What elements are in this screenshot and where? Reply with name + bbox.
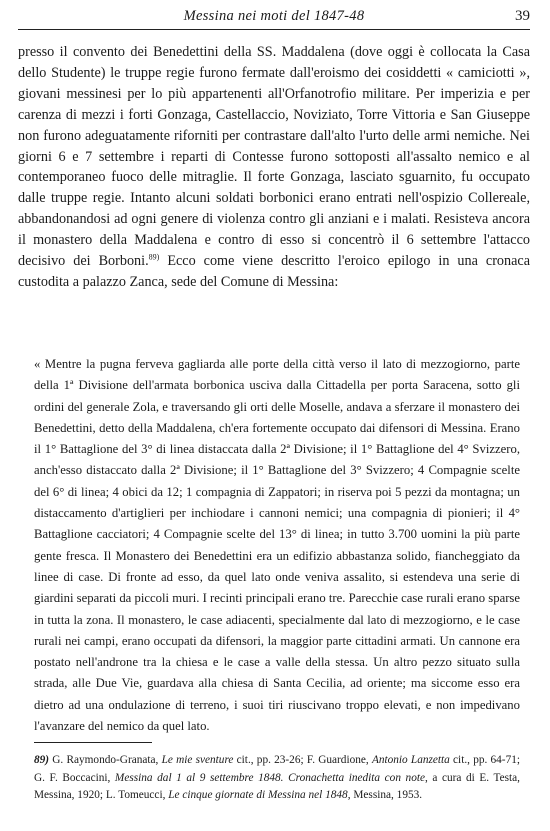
footnote xyxy=(34,752,520,805)
chronicle-quotation: « Mentre la pugna ferveva gagliarda alle porte della città verso il lato di mezzogiorno, parte della 1ª Divisione dell'armata borbonica usciva dalla Cittadella per porta Saracena, sotto gli ordini del generale Zola, e traversando gli orti delle Moselle, andava a sferzare il monastero dei Benedettini, detto della Maddalena, ch'era fortemente occupato dai difensori di Messina. Erano il 1° Battaglione del 3° di linea distaccata dalla 2ª Divisione; il 1° Battaglione del 4° Svizzero, anch'esso distaccato dalla 2ª Divisione; il 1° Battaglione del 3° Svizzero; 4 Compagnie scelte del 6° di linea; 4 obici da 12; 1 compagnia di Zappatori; in riserva poi 5 pezzi da montagna; un distaccamento d'artiglieri per inchiodare i cannoni nemici; una compagnia di pionieri; il 4° Battaglione cacciatori; 4 Compagnie scelte del 13° di linea; in tutto 3.700 uomini la più parte gente fresca. Il Monastero dei Benedettini era un edifizio abbastanza solido, fiancheggiato da linee di case. Di fronte ad esso, da quel lato onde veniva assalito, si estendeva una serie di giardini separati da piccoli muri. I recinti principali erano tre. Parecchie case rurali erano sparse in tutta la zona. Il monastero, le case adiacenti, specialmente dal lato di mezzogiorno, e le case rurali nei campi, erano occupati da difensori, la maggior parte cittadini armati. Un cannone era postato nell'androne tra la chiesa e le case a valle della stessa. Un altro pezzo situato sulla strada, alle Due Vie, guardava alla chiesa di Santa Cecilia, ad oriente; ma siccome esso era dietro ad una ondulazione di terreno, i suoi tiri riuscivano troppo elevati, e non impedivano l'avanzare del nemico da quel lato. xyxy=(34,357,520,734)
footnote-segment: cit., pp. 64-71; G. F. Boccacini, xyxy=(34,754,521,784)
footnote-mark: 89) xyxy=(34,754,50,766)
running-header xyxy=(18,6,530,26)
body-paragraph-end: Ecco come viene descritto l'eroico epilogo in una cronaca custodita a palazzo Zanca, sede del Comune di Messina: xyxy=(18,253,531,290)
running-title: Messina nei moti del 1847-48 xyxy=(183,8,365,24)
footnote-segment: cit., pp. 23-26; F. Guardione, xyxy=(233,754,372,766)
footnote-segment: Le cinque giornate di Messina nel 1848 xyxy=(168,789,348,801)
page-number: 39 xyxy=(515,8,530,24)
footnote-segment: G. Raymondo-Granata, xyxy=(49,754,162,766)
footnote-segment: , Messina, 1953. xyxy=(347,789,423,801)
body-paragraph xyxy=(18,42,530,293)
footnote-segment: , a cura di E. Testa, Messina, 1920; L. Tomeucci, xyxy=(34,771,520,801)
footnote-segment: Le mie sventure xyxy=(161,754,234,766)
footnote-segment: Messina dal 1 al 9 settembre 1848. Cronachetta inedita con note xyxy=(114,771,426,784)
body-paragraph-text: presso il convento dei Benedettini della SS. Maddalena (dove oggi è collocata la Casa dello Studente) le truppe regie furono fermate dall'eroismo dei cosiddetti « camiciotti », giovani messinesi per lo più appartenenti all'Orfanotrofio militare. Per imperizia e per carenza di mezzi i forti Gonzaga, Castellaccio, Noviziato, Torre Vittoria e San Giuseppe non furono adeguatamente riforniti per contrastare dall'alto l'urto delle armi nemiche. Nei giorni 6 e 7 settembre i reparti di Contesse furono sottoposti all'assalto nemico e al contemporaneo fuoco delle mitraglie. Il forte Gonzaga, lasciato sguarnito, fu occupato dalle truppe regie. Intanto alcuni soldati borbonici erano entrati nell'ospizio Collereale, abbandonandosi ad ogni genere di violenza contro gli anziani e i malati. Resisteva ancora il monastero della Maddalena e contro di esso si concentrò il 6 settembre l'attacco decisivo dei Borboni. xyxy=(18,44,530,270)
footnote-rule xyxy=(34,742,152,743)
footnote-text xyxy=(34,754,520,801)
footnote-reference: 89) xyxy=(148,252,160,262)
footnote-segment: Antonio Lanzetta xyxy=(371,754,450,766)
header-rule xyxy=(18,29,530,30)
